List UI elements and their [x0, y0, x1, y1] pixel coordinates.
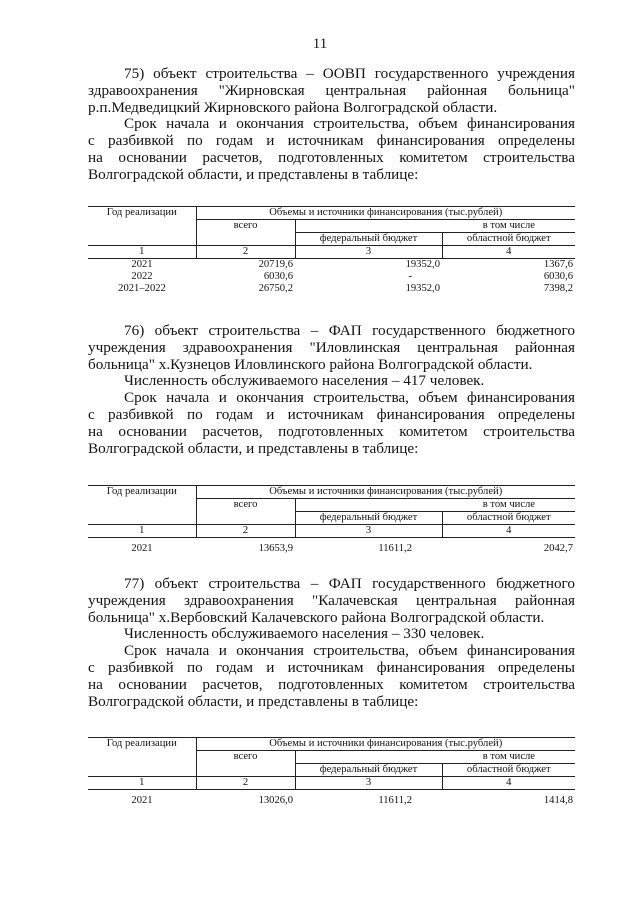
deadline-text-line: с разбивкой по годам и источникам финансирования определены — [88, 658, 575, 676]
cell-year: 2022 — [131, 271, 153, 282]
section-heading-line: учреждения здравоохранения "Калачевская центральная районная — [88, 591, 575, 609]
deadline-text-line: на основании расчетов, подготовленных комитетом строительства — [88, 422, 575, 440]
section-heading-line: р.п.Медведицкий Жирновского района Волгоградской области. — [88, 98, 498, 116]
deadline-text-line: Волгоградской области, и представлены в таблице: — [88, 692, 419, 710]
cell-regional: 6030,6 — [543, 271, 574, 282]
col-number: 3 — [295, 525, 442, 538]
table-row — [88, 790, 575, 808]
table-row — [88, 538, 575, 556]
section-heading-line: больница" х.Кузнецов Иловлинского района Волгоградской области. — [88, 355, 533, 373]
col-number: 4 — [442, 246, 575, 259]
col-federal-header: федеральный бюджет — [295, 233, 442, 246]
section-heading-line: учреждения здравоохранения "Иловлинская центральная районная — [88, 338, 575, 356]
page-number: 11 — [312, 36, 328, 52]
col-number: 3 — [295, 777, 442, 790]
col-year-header: Год реализации — [88, 207, 196, 246]
cell-year: 2021–2022 — [118, 283, 166, 294]
cell-federal: 11611,2 — [378, 795, 412, 806]
population-text: Численность обслуживаемого населения – 330 человек. — [124, 625, 485, 643]
col-federal-header: федеральный бюджет — [295, 764, 442, 777]
col-group-header: Объемы и источники финансирования (тыс.рублей) — [196, 486, 575, 499]
deadline-text-line: Волгоградской области, и представлены в таблице: — [88, 165, 419, 183]
section-heading-line: 77) объект строительства – ФАП государственного бюджетного — [124, 575, 575, 592]
section-heading-line: больница" х.Вербовский Калачевского района Волгоградской области. — [88, 608, 545, 626]
col-number: 4 — [442, 777, 575, 790]
col-year-header: Год реализации — [88, 486, 196, 525]
cell-total: 6030,6 — [263, 271, 293, 282]
table-row — [88, 271, 575, 283]
table-row — [88, 259, 575, 272]
col-number: 1 — [88, 525, 196, 538]
cell-total: 13026,0 — [258, 795, 293, 806]
col-total-header: всего — [196, 499, 295, 525]
deadline-text-line: на основании расчетов, подготовленных комитетом строительства — [88, 675, 575, 693]
col-number: 2 — [196, 246, 295, 259]
section-heading-line: 75) объект строительства – ООВП государственного учреждения — [124, 65, 575, 82]
population-text: Численность обслуживаемого населения – 417 человек. — [124, 372, 485, 390]
cell-federal: 19352,0 — [405, 283, 440, 294]
cell-regional: 2042,7 — [543, 543, 574, 554]
cell-federal: 19352,0 — [405, 259, 440, 270]
deadline-text-line: Срок начала и окончания строительства, объем финансирования — [124, 642, 575, 660]
col-total-header: всего — [196, 751, 295, 777]
section-heading-line: здравоохранения "Жирновская центральная районная больница" — [88, 81, 575, 99]
deadline-text-line: на основании расчетов, подготовленных комитетом строительства — [88, 148, 575, 166]
financing-table-75 — [88, 206, 575, 295]
cell-regional: 1414,8 — [543, 795, 574, 806]
col-group-header: Объемы и источники финансирования (тыс.рублей) — [196, 738, 575, 751]
deadline-text-line: Срок начала и окончания строительства, объем финансирования — [124, 115, 575, 133]
deadline-text-line: с разбивкой по годам и источникам финансирования определены — [88, 405, 575, 423]
col-number: 3 — [295, 246, 442, 259]
deadline-text-line: Волгоградской области, и представлены в таблице: — [88, 439, 419, 457]
cell-year: 2021 — [131, 543, 153, 554]
cell-regional: 1367,6 — [543, 259, 574, 270]
section-77 — [88, 576, 575, 710]
table-row — [88, 283, 575, 295]
col-number: 1 — [88, 246, 196, 259]
financing-table-76 — [88, 485, 575, 555]
col-including-header: в том числе — [295, 499, 575, 512]
col-number: 1 — [88, 777, 196, 790]
col-number: 2 — [196, 525, 295, 538]
section-75 — [88, 66, 575, 184]
col-group-header: Объемы и источники финансирования (тыс.рублей) — [196, 207, 575, 220]
col-year-header: Год реализации — [88, 738, 196, 777]
cell-total: 13653,9 — [258, 543, 293, 554]
cell-total: 20719,6 — [258, 259, 293, 270]
col-regional-header: областной бюджет — [442, 512, 575, 525]
col-regional-header: областной бюджет — [442, 233, 575, 246]
deadline-text-line: Срок начала и окончания строительства, объем финансирования — [124, 389, 575, 407]
col-federal-header: федеральный бюджет — [295, 512, 442, 525]
col-number: 4 — [442, 525, 575, 538]
col-number: 2 — [196, 777, 295, 790]
section-76 — [88, 323, 575, 457]
col-total-header: всего — [196, 220, 295, 246]
col-including-header: в том числе — [295, 220, 575, 233]
section-heading-line: 76) объект строительства – ФАП государственного бюджетного — [124, 322, 575, 339]
cell-federal: 11611,2 — [378, 543, 412, 554]
cell-year: 2021 — [131, 795, 153, 806]
col-regional-header: областной бюджет — [442, 764, 575, 777]
deadline-text-line: с разбивкой по годам и источникам финансирования определены — [88, 132, 575, 150]
cell-total: 26750,2 — [258, 283, 293, 294]
cell-year: 2021 — [131, 259, 153, 270]
cell-federal: - — [408, 271, 412, 282]
financing-table-77 — [88, 737, 575, 807]
cell-regional: 7398,2 — [543, 283, 574, 294]
col-including-header: в том числе — [295, 751, 575, 764]
